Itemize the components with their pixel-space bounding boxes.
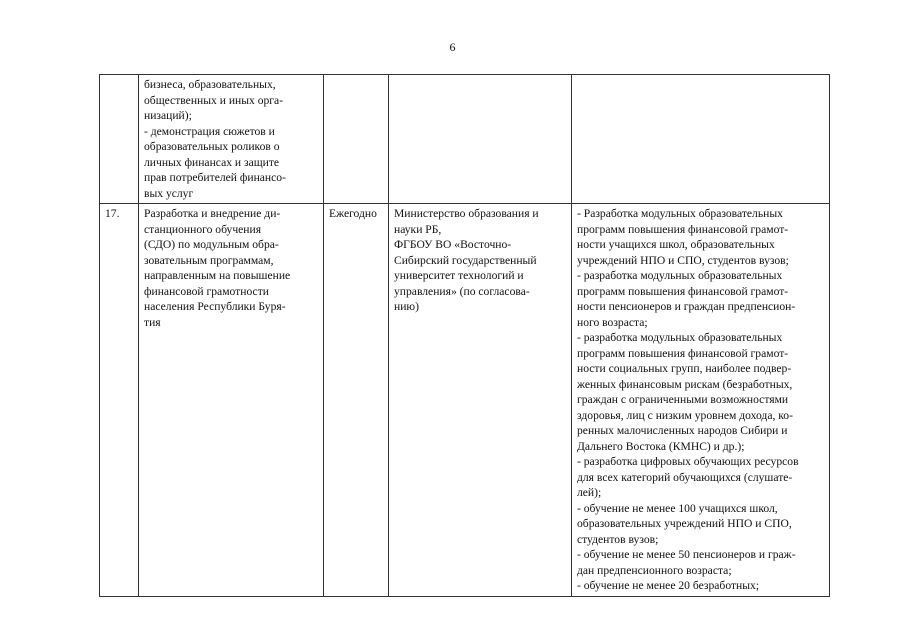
text-line: низаций);	[144, 109, 192, 122]
text-line: Министерство образования и	[394, 207, 539, 220]
text-line: граждан с ограниченными возможностями	[577, 393, 789, 406]
text-line: программ повышения финансовой грамот-	[577, 284, 789, 298]
text-line: Дальнего Востока (КМНС) и др.);	[577, 439, 745, 453]
measure-cell	[139, 75, 324, 204]
period-cell	[324, 75, 389, 204]
text-line: ности социальных групп, наиболее подвер-	[577, 362, 792, 375]
text-line: (СДО) по модульным обра-	[144, 238, 279, 251]
text-line: ФГБОУ ВО «Восточно-	[394, 238, 512, 251]
text-line: - обучение не менее 50 пенсионеров и граж-	[577, 548, 796, 561]
page-number: 6	[449, 40, 456, 54]
text-line: ного возраста;	[577, 315, 648, 329]
text-line: науки РБ,	[394, 222, 442, 236]
text-line: образовательных роликов о	[144, 140, 280, 153]
number-cell	[100, 75, 139, 204]
text-line: здоровья, лиц с низким уровнем дохода, ко-	[577, 408, 793, 422]
text-line: программ повышения финансовой грамот-	[577, 346, 789, 360]
responsible-cell	[389, 204, 572, 597]
text-line: общественных и иных орга-	[144, 93, 284, 107]
text-line: - разработка цифровых обучающих ресурсов	[577, 455, 799, 468]
text-line: нию)	[394, 300, 419, 313]
text-line: Разработка и внедрение ди-	[144, 207, 281, 220]
text-line: ности учащихся школ, образовательных	[577, 238, 775, 251]
text-line: университет технологий и	[394, 269, 524, 282]
text-line: - разработка модульных образовательных	[577, 269, 783, 282]
text-line: зовательным программам,	[144, 253, 274, 267]
text-line: тия	[144, 315, 161, 329]
text-line: программ повышения финансовой грамот-	[577, 222, 789, 236]
result-cell	[572, 204, 830, 597]
responsible-cell	[389, 75, 572, 204]
result-cell	[572, 75, 830, 204]
text-line: дан предпенсионного возраста;	[577, 563, 732, 577]
text-line: учреждений НПО и СПО, студентов вузов;	[577, 253, 789, 267]
period-cell: Ежегодно	[324, 204, 389, 597]
measure-cell	[139, 204, 324, 597]
text-line: женных финансовым рискам (безработных,	[577, 377, 793, 391]
text-line: ности пенсионеров и граждан предпенсион-	[577, 300, 796, 313]
table-row	[100, 204, 830, 597]
text-line: для всех категорий обучающихся (слушате-	[577, 470, 793, 484]
text-line: населения Республики Буря-	[144, 300, 286, 313]
text-line: личных финансах и защите	[144, 155, 280, 169]
text-line: образовательных учреждений НПО и СПО,	[577, 517, 792, 530]
text-line: вых услуг	[144, 186, 194, 200]
text-line: Сибирский государственный	[394, 253, 537, 267]
table-row	[100, 75, 830, 204]
text-line: - разработка модульных образовательных	[577, 331, 783, 344]
text-line: прав потребителей финансо-	[144, 171, 286, 184]
text-line: лей);	[577, 486, 602, 499]
plan-table	[99, 74, 830, 597]
text-line: ренных малочисленных народов Сибири и	[577, 424, 788, 437]
text-line: - Разработка модульных образовательных	[577, 207, 783, 220]
number-cell: 17.	[100, 204, 139, 597]
text-line: управления» (по согласова-	[394, 284, 530, 298]
text-line: бизнеса, образовательных,	[144, 78, 276, 91]
text-line: - обучение не менее 100 учащихся школ,	[577, 501, 778, 515]
text-line: - демонстрация сюжетов и	[144, 124, 275, 138]
text-line: направленным на повышение	[144, 269, 291, 282]
text-line: финансовой грамотности	[144, 284, 269, 298]
text-line: - обучение не менее 20 безработных;	[577, 579, 760, 592]
text-line: станционного обучения	[144, 222, 262, 236]
text-line: студентов вузов;	[577, 532, 659, 546]
